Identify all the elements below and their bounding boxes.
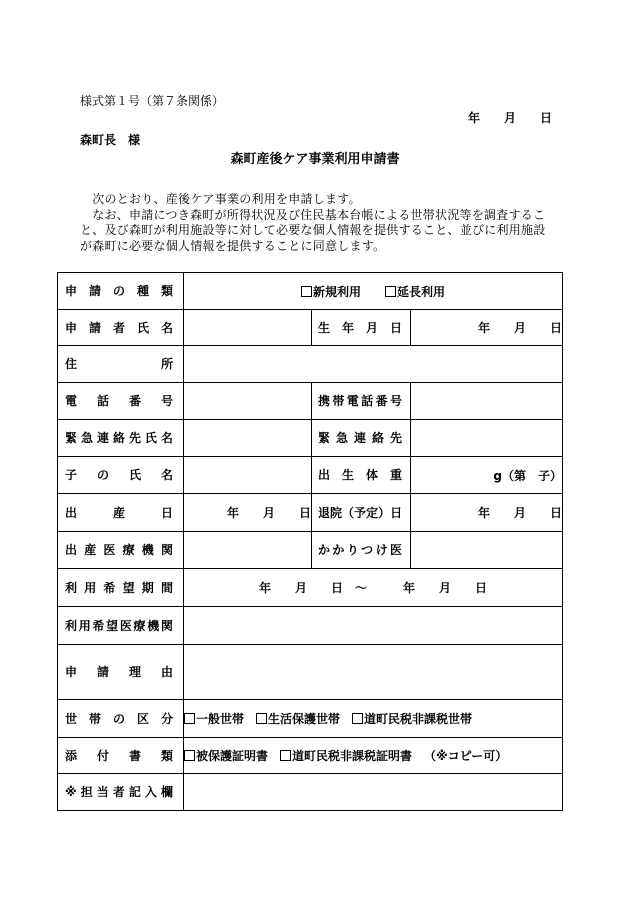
label-character: か [318,543,331,557]
label-character: 帯 [332,394,345,408]
label-character: 日 [390,505,403,520]
label-character: 日 [389,320,402,335]
label-character: 利 [65,580,78,595]
child-name-label [58,468,183,482]
checkbox-tax-exempt-certificate[interactable] [280,750,291,761]
emergency-contact-name-label-cell [58,420,184,457]
address-label-cell [58,346,184,383]
label-character: 付 [96,748,109,763]
label-character: 申 [65,320,78,335]
birth-date-field[interactable]: 年 月 日 [411,310,563,346]
row-reason [58,645,563,700]
emergency-contact-name-field[interactable] [184,420,312,457]
attachments-label [58,749,183,763]
label-character: （ [342,505,355,520]
reason-field[interactable] [184,645,563,700]
label-character: 望 [106,618,119,633]
checkbox-welfare-household[interactable] [256,713,267,724]
household-category-label-cell [58,700,184,738]
label-character: け [375,543,388,557]
label-character: 種 [136,284,149,298]
label-character: 産 [84,543,97,557]
label-character: 療 [122,543,135,557]
label-character: 住 [65,357,78,371]
applicant-name-field[interactable] [184,310,312,346]
submission-date: 年 月 日 [467,111,552,125]
label-character: 請 [96,665,109,679]
delivery-institution-label [58,543,183,557]
label-character: 医 [103,543,116,557]
address-field[interactable] [184,346,563,383]
label-character: 話 [361,394,374,408]
birth-weight-label [312,468,410,482]
form-number: 様式第１号（第７条関係） [80,94,225,108]
household-category-label [58,712,183,726]
label-character: 当 [96,785,109,799]
label-character: 子 [65,468,78,482]
label-character: か [332,543,345,557]
label-character: 入 [144,785,157,799]
label-character: 望 [122,580,135,595]
birth-weight-label-cell [312,457,411,494]
label-character: 号 [160,394,173,408]
reason-label-cell [58,645,184,700]
label-character: 先 [389,431,402,445]
label-character: 担 [80,785,93,799]
label-character: 名 [160,468,173,482]
applicant-name-label-cell [58,310,184,346]
application-type-options [184,273,563,310]
row-institution [58,532,563,569]
label-character: 携 [318,394,331,408]
delivery-institution-field[interactable] [184,532,312,569]
mobile-phone-field[interactable] [411,383,563,420]
label-character: 連 [353,431,366,445]
label-character: 体 [365,468,378,482]
label-character: ） [378,505,391,520]
desired-period-field[interactable]: 年 月 日 〜 年 月 日 [184,569,563,607]
label-character: り [346,543,359,557]
label-character: 者 [112,785,125,799]
reason-label [58,665,183,679]
intro-paragraph [80,192,550,255]
label-character: 産 [112,505,125,520]
staff-section-label-cell [58,774,184,811]
label-character: 生 [341,468,354,482]
label-character: の [96,468,109,482]
discharge-date-field[interactable]: 年 月 日 [411,494,563,532]
label-character: 由 [160,665,173,679]
desired-period-label-cell [58,569,184,607]
option-tax-exempt-certificate[interactable] [280,747,412,764]
desired-institution-field[interactable] [184,607,563,645]
label-character: 日 [160,505,173,520]
label-character: 療 [133,618,146,633]
label-character: 欄 [160,785,173,799]
attachments-label-cell [58,738,184,774]
emergency-contact-field[interactable] [411,420,563,457]
label-character: 記 [128,785,141,799]
label-character: 関 [160,543,173,557]
label-character: 話 [96,394,109,408]
label-character: 機 [147,618,160,633]
staff-section-field[interactable] [184,774,563,811]
intro-line: と、及び森町が利用施設等に対して必要な個人情報を提供すること、並びに利用施設 [80,223,546,238]
label-character: 急 [335,431,348,445]
child-name-label-cell [58,457,184,494]
label-character: 用 [78,618,91,633]
label-character: 号 [389,394,402,408]
row-child [58,457,563,494]
delivery-date-label-cell [58,494,184,532]
discharge-date-label [312,506,410,520]
label-character: 分 [160,711,173,726]
label-character: 番 [375,394,388,408]
label-character: 請 [88,320,101,335]
option-welfare-certificate[interactable] [184,747,268,764]
label-character: 書 [128,748,141,763]
label-character: 類 [160,284,173,298]
label-character: 先 [128,431,141,445]
birth-weight-field[interactable]: g（第 子） [411,457,563,494]
row-applicant-name [58,310,563,346]
label-character: 定 [366,505,379,520]
label-character: 生 [318,320,331,335]
option-welfare-household-label: 生活保護世帯 [268,712,341,726]
option-general-household-label: 一般世帯 [196,712,245,726]
label-character: 年 [341,320,354,335]
row-household-category [58,700,563,738]
label-character: 理 [128,665,141,679]
checkbox-new-use[interactable] [301,286,312,297]
label-character: 電 [65,394,78,408]
label-character: 期 [141,580,154,595]
label-character: 予 [354,505,367,520]
staff-section-label [58,785,183,799]
label-character: 緊 [65,431,78,445]
option-new-use-label: 新規利用 [312,284,361,299]
label-character: 者 [112,320,125,335]
label-character: 機 [141,543,154,557]
delivery-institution-label-cell [58,532,184,569]
emergency-contact-label-cell [312,420,411,457]
phone-field[interactable] [184,383,312,420]
delivery-date-label [58,506,183,520]
label-character: つ [361,543,374,557]
label-character: 名 [160,320,173,335]
row-attachments [58,738,563,774]
label-character: 所 [160,357,173,371]
label-character: 氏 [136,320,149,335]
option-welfare-certificate-label: 被保護証明書 [196,749,269,763]
label-character: 申 [65,665,78,679]
label-character: 請 [88,284,101,298]
intro-line: が森町に必要な個人情報を提供することに同意します。 [80,239,386,254]
label-character: 用 [84,580,97,595]
row-staff-section [58,774,563,811]
emergency-contact-label [312,431,410,445]
phone-label-cell [58,383,184,420]
label-character: 月 [365,320,378,335]
option-tax-exempt-household[interactable] [352,710,472,727]
label-character: 利 [65,618,78,633]
option-tax-exempt-household-label: 道町民税非課税世帯 [364,712,473,726]
checkbox-welfare-certificate[interactable] [184,750,195,761]
household-category-options [184,700,563,738]
address-label [58,357,183,371]
label-character: 絡 [371,431,384,445]
label-character: 区 [136,711,149,726]
label-character: 帯 [88,711,101,726]
label-character: 名 [160,431,173,445]
label-character: 退 [318,505,331,520]
option-extension[interactable] [385,283,445,300]
emergency-contact-name-label [58,431,183,445]
label-character: の [112,284,125,298]
label-character: 医 [389,543,402,557]
label-character: 連 [96,431,109,445]
option-general-household[interactable] [184,710,244,727]
label-character: 緊 [318,431,331,445]
phone-label [58,394,183,408]
label-character: の [112,711,125,726]
label-character: 間 [160,580,173,595]
copy-allowed-note: （※コピー可） [424,749,508,763]
row-application-type [58,273,563,310]
label-character: 院 [330,505,343,520]
row-desired-period [58,569,563,607]
desired-institution-label-cell [58,607,184,645]
discharge-date-label-cell [312,494,411,532]
document-title: 森町産後ケア事業利用申請書 [230,152,400,167]
application-form-table [57,272,563,811]
option-extension-label: 延長利用 [397,284,446,299]
option-tax-exempt-certificate-label: 道町民税非課税証明書 [292,749,413,763]
row-phone [58,383,563,420]
child-name-field[interactable] [184,457,312,494]
row-emergency-contact [58,420,563,457]
checkbox-extension[interactable] [385,286,396,297]
label-character: 重 [389,468,402,482]
application-type-label [58,284,183,298]
label-character: 絡 [112,431,125,445]
label-character: 急 [80,431,93,445]
label-character: 番 [128,394,141,408]
family-doctor-field[interactable] [411,532,563,569]
application-type-label-cell [58,273,184,310]
row-address [58,346,563,383]
intro-line: なお、申請につき森町が所得状況及び住民基本台帳による世帯状況等を調査するこ [80,207,546,222]
checkbox-tax-exempt-household[interactable] [352,713,363,724]
label-character: 出 [65,543,78,557]
row-desired-institution [58,607,563,645]
family-doctor-label-cell [312,532,411,569]
option-welfare-household[interactable] [256,710,340,727]
delivery-date-field[interactable]: 年 月 日 [184,494,312,532]
attachments-options [184,738,563,774]
desired-period-label [58,581,183,595]
checkbox-general-household[interactable] [184,713,195,724]
row-delivery-date [58,494,563,532]
label-character: 関 [160,618,173,633]
family-doctor-label [312,543,410,557]
birth-date-label-cell [312,310,411,346]
label-character: 氏 [144,431,157,445]
label-character: 電 [346,394,359,408]
label-character: 添 [65,748,78,763]
label-character: 申 [65,284,78,298]
mobile-phone-label-cell [312,383,411,420]
label-character: 類 [160,748,173,763]
label-character: 出 [65,505,78,520]
addressee: 森町長 様 [80,133,141,147]
label-character: 希 [92,618,105,633]
label-character: 氏 [128,468,141,482]
label-character: 世 [65,711,78,726]
intro-line: 次のとおり、産後ケア事業の利用を申請します。 [80,192,361,206]
desired-institution-label [58,619,183,633]
label-character: 医 [119,618,132,633]
birth-date-label [312,321,410,335]
label-character: 出 [318,468,331,482]
mobile-phone-label [312,394,410,408]
option-new-use[interactable] [301,283,361,300]
applicant-name-label [58,321,183,335]
label-character: ※ [65,785,77,799]
label-character: 希 [103,580,116,595]
